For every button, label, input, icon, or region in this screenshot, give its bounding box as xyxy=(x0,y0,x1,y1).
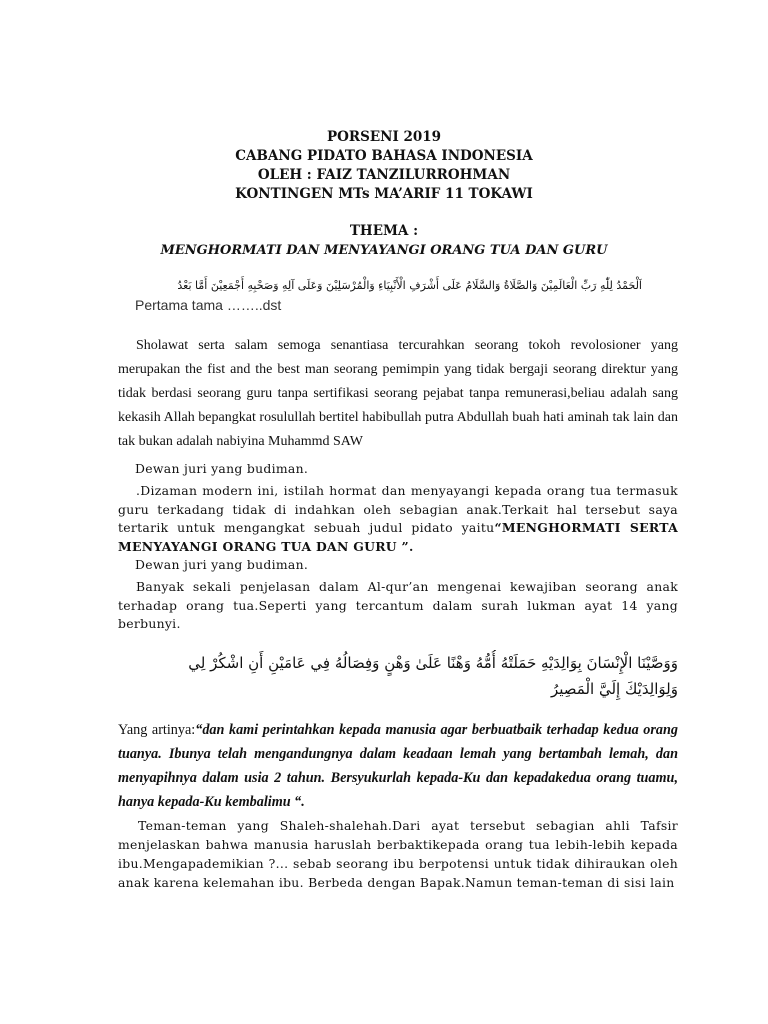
greeting-1: Dewan juri yang budiman. xyxy=(135,461,309,476)
opening-arabic: اَلْحَمْدُ لِلّٰهِ رَبِّ الْعَالَمِيْنَ وَالصَّلَاةُ وَالسَّلَامُ عَلَى أَشْرَفِ الْأَنْبِيَاءِ وَالْمُرْسَلِيْنَ وَعَلَى آلِهِ وَصَحْبِهِ أَجْمَعِيْنَ أَمَّا بَعْدُ xyxy=(177,279,642,292)
paragraph-tafsir xyxy=(118,816,678,892)
paragraph-quran-text: Banyak sekali penjelasan dalam Al-qur’an mengenai kewajiban seorang anak terhadap orang tua.Seperti yang tercantum dalam surah lukman ayat 14 yang berbunyi. xyxy=(118,579,678,631)
opening-latin: Pertama tama ……..dst xyxy=(135,297,282,313)
speech-title-inline: “MENGHORMATI SERTA MENYAYANGI ORANG TUA DAN GURU ”. xyxy=(118,520,678,554)
verse-line-1: وَوَصَّيْنَا الْإِنْسَانَ بِوَالِدَيْهِ حَمَلَتْهُ أُمُّهُ وَهْنًا عَلَىٰ وَهْنٍ وَفِصَالُهُ فِي عَامَيْنِ أَنِ اشْكُرْ لِي xyxy=(188,654,678,672)
theme-label: THEMA : xyxy=(349,223,419,239)
translation-label: Yang artinya: xyxy=(118,722,196,738)
greeting-2: Dewan juri yang budiman. xyxy=(135,557,309,572)
theme-title: MENGHORMATI DAN MENYAYANGI ORANG TUA DAN GURU xyxy=(160,243,608,258)
translation-text: “dan kami perintahkan kepada manusia agar berbuatbaik terhadap kedua orang tuanya. Ibunya telah mengandungnya dalam keadaan lemah yang bertambah lemah, dan menyapihnya dalam usia 2 tahun. Bersyukurlah kepada-Ku dan kepadakedua orang tuamu, hanya kepada-Ku kembalimu “. xyxy=(118,722,678,810)
author-line: OLEH : FAIZ TANZILURROHMAN xyxy=(257,167,511,183)
paragraph-intro xyxy=(118,482,678,556)
paragraph-intro-text: .Dizaman modern ini, istilah hormat dan menyayangi kepada orang tua termasuk guru terkadang tidak di indahkan oleh sebagian anak.Terkait hal tersebut saya tertarik untuk mengangkat sebuah judul pidato yaitu xyxy=(118,483,678,535)
paragraph-tafsir-text: Teman-teman yang Shaleh-shalehah.Dari ayat tersebut sebagian ahli Tafsir menjelaskan bahwa manusia haruslah berbaktikepada orang tua lebih-lebih kepada ibu.Mengapademikian ?... sebab seorang ibu berpotensi untuk tidak dihiraukan oleh anak karena kelemahan ibu. Berbeda dengan Bapak.Namun teman-teman di sisi lain xyxy=(118,818,678,890)
verse-line-2: وَلِوَالِدَيْكَ إِلَيَّ الْمَصِيرُ xyxy=(551,680,678,698)
event-title: PORSENI 2019 xyxy=(326,129,442,145)
category-title: CABANG PIDATO BAHASA INDONESIA xyxy=(235,148,533,164)
translation-block xyxy=(118,718,678,814)
paragraph-quran xyxy=(118,578,678,634)
paragraph-sholawat-text: Sholawat serta salam semoga senantiasa tercurahkan seorang tokoh revolosioner yang merupakan the fist and the best man seorang pemimpin yang tidak bergaji seorang direktur yang tidak berdasi seorang guru tanpa sertifikasi seorang pejabat tanpa remunerasi,beliau adalah sang kekasih Allah bepangkat rosulullah bertitel habibullah putra Abdullah buah hati aminah tak lain dan tak bukan adalah nabiyina Muhammd SAW xyxy=(118,338,678,449)
paragraph-sholawat xyxy=(118,334,678,454)
contingent-line: KONTINGEN MTs MA’ARIF 11 TOKAWI xyxy=(235,186,533,202)
